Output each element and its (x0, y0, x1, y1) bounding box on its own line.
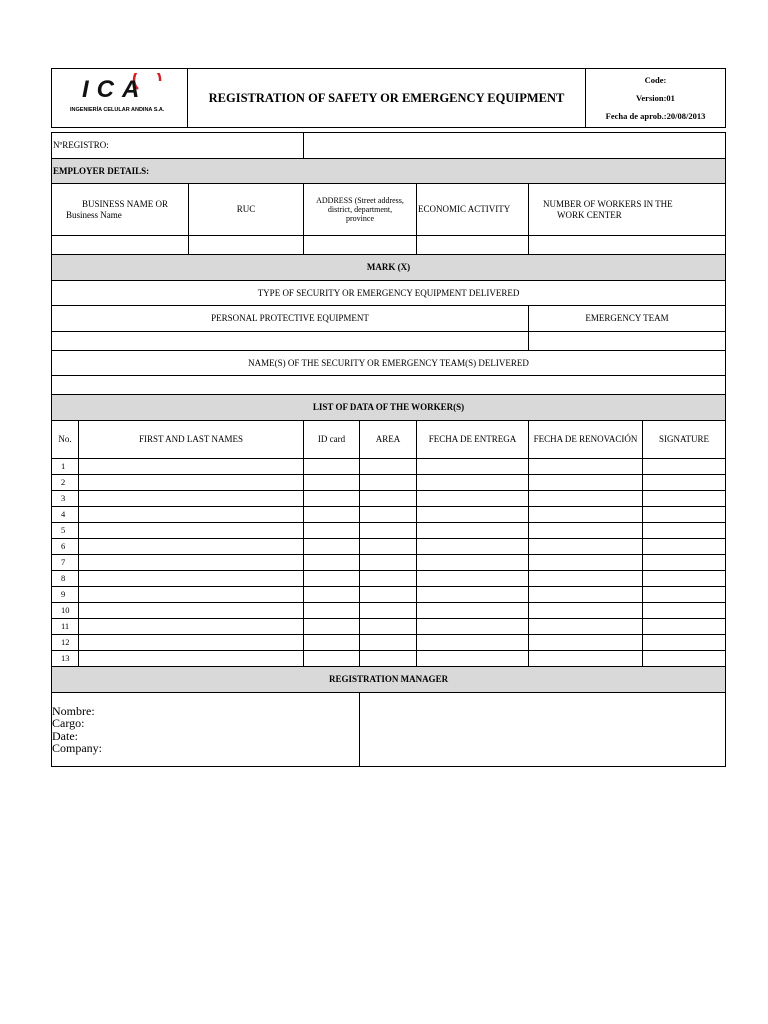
worker-row (52, 571, 726, 587)
logo-wordmark: ICA (82, 76, 148, 103)
worker-delivery-date-input[interactable] (417, 507, 529, 523)
worker-delivery-date-input[interactable] (417, 603, 529, 619)
worker-delivery-date-input[interactable] (417, 587, 529, 603)
manager-company-label: Company: (52, 741, 102, 755)
worker-id-card-input[interactable] (304, 459, 360, 475)
worker-row-number: 4 (52, 507, 79, 523)
col-id-card: ID card (304, 421, 360, 459)
worker-id-card-input[interactable] (304, 475, 360, 491)
registro-label: NºREGISTRO: (52, 133, 304, 159)
worker-id-card-input[interactable] (304, 619, 360, 635)
worker-row (52, 459, 726, 475)
worker-delivery-date-input[interactable] (417, 651, 529, 667)
economic-activity-input[interactable] (417, 236, 529, 255)
worker-name-input[interactable] (79, 539, 304, 555)
equipment-names-input[interactable] (52, 376, 726, 395)
worker-renewal-date-input[interactable] (529, 475, 643, 491)
worker-area-input[interactable] (360, 619, 417, 635)
mark-section-title: MARK (X) (52, 255, 726, 281)
worker-id-card-input[interactable] (304, 555, 360, 571)
logo-cell (52, 69, 188, 128)
worker-rows (52, 459, 726, 667)
worker-id-card-input[interactable] (304, 491, 360, 507)
worker-signature-input[interactable] (643, 507, 726, 523)
worker-renewal-date-input[interactable] (529, 635, 643, 651)
worker-row-number: 12 (52, 635, 79, 651)
worker-renewal-date-input[interactable] (529, 555, 643, 571)
logo-subtitle: INGENIERÍA CELULAR ANDINA S.A. (70, 107, 165, 113)
worker-delivery-date-input[interactable] (417, 475, 529, 491)
worker-signature-input[interactable] (643, 571, 726, 587)
col-business-name-line1: BUSINESS NAME OR (82, 199, 169, 210)
worker-area-input[interactable] (360, 539, 417, 555)
worker-row-number: 8 (52, 571, 79, 587)
worker-id-card-input[interactable] (304, 603, 360, 619)
worker-renewal-date-input[interactable] (529, 571, 643, 587)
worker-area-input[interactable] (360, 555, 417, 571)
worker-row (52, 475, 726, 491)
worker-signature-input[interactable] (643, 587, 726, 603)
worker-delivery-date-input[interactable] (417, 523, 529, 539)
manager-section-title: REGISTRATION MANAGER (52, 667, 726, 693)
worker-signature-input[interactable] (643, 491, 726, 507)
worker-row-number: 2 (52, 475, 79, 491)
worker-row (52, 619, 726, 635)
worker-name-input[interactable] (79, 523, 304, 539)
form-title: REGISTRATION OF SAFETY OR EMERGENCY EQUIPMENT (188, 69, 586, 128)
worker-name-input[interactable] (79, 651, 304, 667)
manager-nombre-label: Nombre: (52, 703, 95, 718)
equipment-names-label: NAME(S) OF THE SECURITY OR EMERGENCY TEAM(S) DELIVERED (52, 351, 726, 376)
worker-name-input[interactable] (79, 555, 304, 571)
worker-id-card-input[interactable] (304, 635, 360, 651)
worker-area-input[interactable] (360, 635, 417, 651)
worker-area-input[interactable] (360, 587, 417, 603)
manager-details (52, 693, 360, 767)
number-workers-input[interactable] (529, 236, 726, 255)
workers-section-title: LIST OF DATA OF THE WORKER(S) (52, 395, 726, 421)
manager-cargo-label: Cargo: (52, 716, 85, 730)
worker-row (52, 523, 726, 539)
worker-row-number: 3 (52, 491, 79, 507)
worker-id-card-input[interactable] (304, 523, 360, 539)
address-input[interactable] (304, 236, 417, 255)
worker-row (52, 635, 726, 651)
worker-area-input[interactable] (360, 507, 417, 523)
worker-area-input[interactable] (360, 651, 417, 667)
worker-renewal-date-input[interactable] (529, 539, 643, 555)
worker-delivery-date-input[interactable] (417, 555, 529, 571)
col-address-line2: district, department, (327, 204, 393, 214)
worker-area-input[interactable] (360, 523, 417, 539)
worker-area-input[interactable] (360, 603, 417, 619)
worker-signature-input[interactable] (643, 539, 726, 555)
col-address-line1: ADDRESS (Street address, (316, 195, 404, 205)
col-ruc: RUC (189, 184, 304, 236)
col-business-name (52, 184, 189, 236)
worker-renewal-date-input[interactable] (529, 459, 643, 475)
worker-id-card-input[interactable] (304, 507, 360, 523)
worker-renewal-date-input[interactable] (529, 651, 643, 667)
business-name-input[interactable] (52, 236, 189, 255)
form-header (51, 68, 726, 128)
worker-name-input[interactable] (79, 475, 304, 491)
worker-delivery-date-input[interactable] (417, 635, 529, 651)
worker-name-input[interactable] (79, 619, 304, 635)
col-names: FIRST AND LAST NAMES (79, 421, 304, 459)
worker-delivery-date-input[interactable] (417, 491, 529, 507)
worker-area-input[interactable] (360, 459, 417, 475)
worker-renewal-date-input[interactable] (529, 523, 643, 539)
worker-renewal-date-input[interactable] (529, 587, 643, 603)
manager-signature-box[interactable] (360, 693, 726, 767)
worker-signature-input[interactable] (643, 635, 726, 651)
worker-row-number: 5 (52, 523, 79, 539)
worker-row (52, 603, 726, 619)
ruc-input[interactable] (189, 236, 304, 255)
emergency-team-label: EMERGENCY TEAM (529, 306, 726, 332)
worker-delivery-date-input[interactable] (417, 571, 529, 587)
worker-signature-input[interactable] (643, 523, 726, 539)
doc-meta (586, 69, 726, 128)
worker-renewal-date-input[interactable] (529, 603, 643, 619)
col-business-name-line2: Business Name (66, 209, 122, 220)
worker-row (52, 651, 726, 667)
worker-name-input[interactable] (79, 571, 304, 587)
worker-renewal-date-input[interactable] (529, 619, 643, 635)
worker-row (52, 587, 726, 603)
worker-name-input[interactable] (79, 491, 304, 507)
ppe-label: PERSONAL PROTECTIVE EQUIPMENT (52, 306, 529, 332)
worker-area-input[interactable] (360, 475, 417, 491)
registro-input[interactable] (304, 133, 726, 159)
worker-signature-input[interactable] (643, 459, 726, 475)
col-address (304, 184, 417, 236)
worker-name-input[interactable] (79, 635, 304, 651)
worker-row-number: 7 (52, 555, 79, 571)
worker-row (52, 539, 726, 555)
worker-name-input[interactable] (79, 459, 304, 475)
worker-row-number: 6 (52, 539, 79, 555)
worker-row (52, 491, 726, 507)
col-address-line3: province (346, 214, 374, 224)
worker-row-number: 11 (52, 619, 79, 635)
worker-name-input[interactable] (79, 603, 304, 619)
col-number-workers-line2: WORK CENTER (557, 209, 622, 220)
company-logo (64, 73, 176, 117)
worker-id-card-input[interactable] (304, 651, 360, 667)
worker-renewal-date-input[interactable] (529, 491, 643, 507)
code-label: Code: (644, 75, 667, 85)
main-form (51, 132, 726, 767)
col-renewal-date: FECHA DE RENOVACIÓN (529, 421, 643, 459)
worker-row (52, 507, 726, 523)
worker-area-input[interactable] (360, 571, 417, 587)
worker-name-input[interactable] (79, 507, 304, 523)
col-economic-activity: ECONOMIC ACTIVITY (417, 184, 529, 236)
worker-row-number: 1 (52, 459, 79, 475)
worker-id-card-input[interactable] (304, 587, 360, 603)
worker-name-input[interactable] (79, 587, 304, 603)
col-signature: SIGNATURE (643, 421, 726, 459)
worker-delivery-date-input[interactable] (417, 539, 529, 555)
worker-signature-input[interactable] (643, 619, 726, 635)
worker-signature-input[interactable] (643, 475, 726, 491)
col-number: No. (52, 421, 79, 459)
worker-id-card-input[interactable] (304, 571, 360, 587)
col-delivery-date: FECHA DE ENTREGA (417, 421, 529, 459)
col-area: AREA (360, 421, 417, 459)
worker-renewal-date-input[interactable] (529, 507, 643, 523)
manager-date-label: Date: (52, 728, 78, 743)
worker-area-input[interactable] (360, 491, 417, 507)
worker-signature-input[interactable] (643, 555, 726, 571)
worker-row (52, 555, 726, 571)
worker-signature-input[interactable] (643, 603, 726, 619)
employer-section-title: EMPLOYER DETAILS: (52, 159, 726, 184)
worker-id-card-input[interactable] (304, 539, 360, 555)
worker-row-number: 10 (52, 603, 79, 619)
col-number-workers (529, 184, 726, 236)
worker-delivery-date-input[interactable] (417, 619, 529, 635)
equipment-type-label: TYPE OF SECURITY OR EMERGENCY EQUIPMENT DELIVERED (52, 281, 726, 306)
col-number-workers-line1: NUMBER OF WORKERS IN THE (543, 199, 673, 210)
worker-row-number: 9 (52, 587, 79, 603)
emergency-team-mark-input[interactable] (529, 332, 726, 351)
approval-date-label: Fecha de aprob.:20/08/2013 (605, 111, 706, 121)
worker-delivery-date-input[interactable] (417, 459, 529, 475)
worker-signature-input[interactable] (643, 651, 726, 667)
version-label: Version:01 (636, 93, 675, 103)
worker-row-number: 13 (52, 651, 79, 667)
ppe-mark-input[interactable] (52, 332, 529, 351)
